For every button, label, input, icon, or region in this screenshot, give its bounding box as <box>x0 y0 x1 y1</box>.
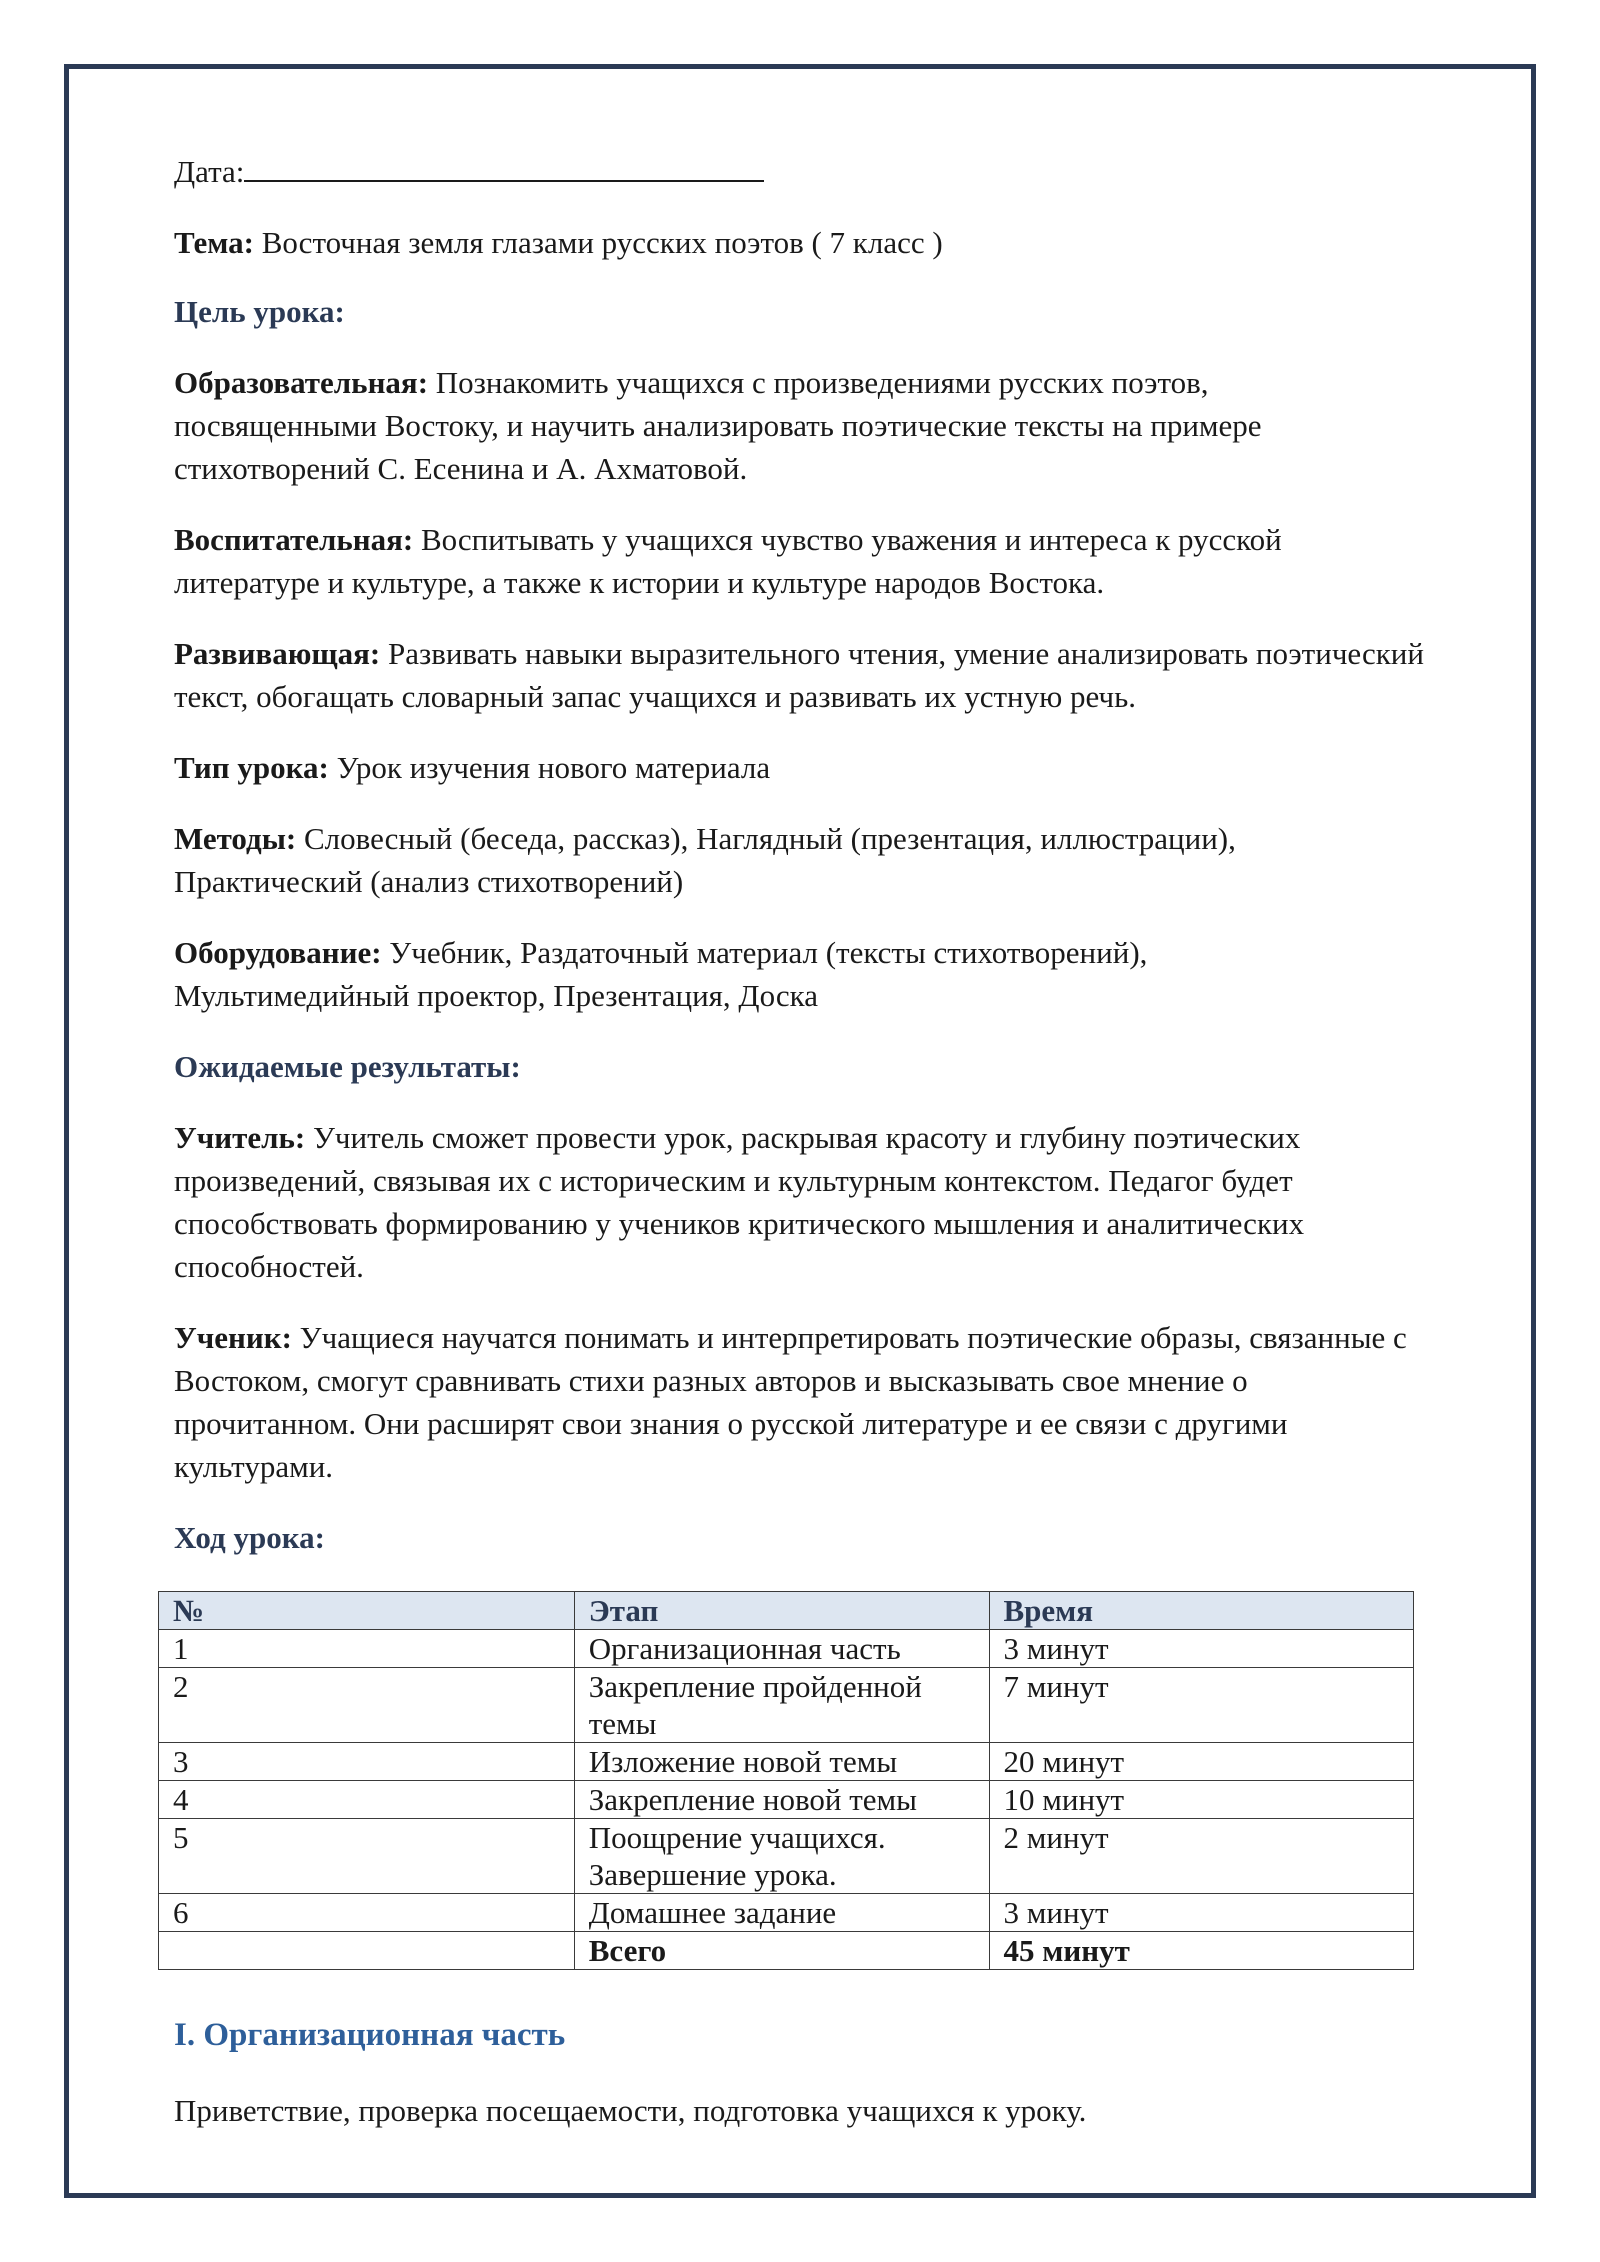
date-line <box>174 150 1414 193</box>
educational-text: Познакомить учащихся с произведениями русских поэтов, посвященными Востоку, и научить анализировать поэтические тексты на примере стихотворений С. Есенина и А. Ахматовой. <box>174 365 1262 486</box>
methods-text: Словесный (беседа, рассказ), Наглядный (презентация, иллюстрации), Практический (анализ стихотворений) <box>174 821 1236 899</box>
row-stage: Поощрение учащихся. Завершение урока. <box>574 1819 989 1894</box>
student-label: Ученик: <box>174 1320 292 1355</box>
row-time: 3 минут <box>989 1894 1414 1932</box>
table-total-row <box>159 1932 1414 1970</box>
upbringing-label: Воспитательная: <box>174 522 414 557</box>
total-number <box>159 1932 575 1970</box>
row-number: 1 <box>159 1630 575 1668</box>
table-row <box>159 1630 1414 1668</box>
developing-goal <box>174 632 1424 718</box>
row-stage: Изложение новой темы <box>574 1743 989 1781</box>
row-stage: Закрепление новой темы <box>574 1781 989 1819</box>
methods-label: Методы: <box>174 821 297 856</box>
equipment-text: Учебник, Раздаточный материал (тексты стихотворений), Мультимедийный проектор, Презентация, Доска <box>174 935 1148 1013</box>
table-row <box>159 1894 1414 1932</box>
educational-label: Образовательная: <box>174 365 429 400</box>
educational-goal <box>174 361 1324 490</box>
equipment <box>174 931 1254 1017</box>
row-number: 5 <box>159 1819 575 1894</box>
course-heading: Ход урока: <box>174 1520 325 1555</box>
row-time: 10 минут <box>989 1781 1414 1819</box>
table-row <box>159 1668 1414 1743</box>
topic-line <box>174 221 1414 264</box>
header-number: № <box>159 1592 575 1630</box>
row-number: 4 <box>159 1781 575 1819</box>
row-stage: Закрепление пройденной темы <box>574 1668 989 1743</box>
lesson-type-text: Урок изучения нового материала <box>328 750 771 785</box>
header-time: Время <box>989 1592 1414 1630</box>
methods <box>174 817 1324 903</box>
row-number: 2 <box>159 1668 575 1743</box>
upbringing-goal <box>174 518 1384 604</box>
document-body <box>173 150 1424 2160</box>
goals-heading: Цель урока: <box>174 294 345 329</box>
row-number: 3 <box>159 1743 575 1781</box>
row-time: 20 минут <box>989 1743 1414 1781</box>
teacher-label: Учитель: <box>174 1120 306 1155</box>
date-label: Дата: <box>174 154 245 189</box>
topic-text: Восточная земля глазами русских поэтов ( 7 класс ) <box>253 225 943 260</box>
upbringing-text: Воспитывать у учащихся чувство уважения и интереса к русской литературе и культуре, а также к истории и культуре народов Востока. <box>174 522 1282 600</box>
section-text: Приветствие, проверка посещаемости, подготовка учащихся к уроку. <box>174 2093 1087 2128</box>
equipment-label: Оборудование: <box>174 935 382 970</box>
total-time: 45 минут <box>989 1932 1414 1970</box>
lesson-plan-table <box>158 1591 1414 1970</box>
header-stage: Этап <box>574 1592 989 1630</box>
row-stage: Домашнее задание <box>574 1894 989 1932</box>
teacher-result <box>174 1116 1404 1288</box>
row-number: 6 <box>159 1894 575 1932</box>
topic-label: Тема: <box>174 225 254 260</box>
table-header-row <box>159 1592 1414 1630</box>
row-time: 3 минут <box>989 1630 1414 1668</box>
total-label: Всего <box>574 1932 989 1970</box>
developing-label: Развивающая: <box>174 636 381 671</box>
student-text: Учащиеся научатся понимать и интерпретировать поэтические образы, связанные с Востоком, смогут сравнивать стихи разных авторов и высказывать свое мнение о прочитанном. Они расширят свои знания о русской литературе и ее связи с другими культурами. <box>174 1320 1407 1484</box>
table-row <box>159 1781 1414 1819</box>
date-blank-field <box>244 150 764 182</box>
section-title: I. Организационная часть <box>174 2017 566 2053</box>
row-time: 7 минут <box>989 1668 1414 1743</box>
results-heading: Ожидаемые результаты: <box>174 1049 521 1084</box>
student-result <box>174 1316 1414 1488</box>
table-row <box>159 1819 1414 1894</box>
developing-text: Развивать навыки выразительного чтения, умение анализировать поэтический текст, обогащать словарный запас учащихся и развивать их устную речь. <box>174 636 1424 714</box>
row-stage: Организационная часть <box>574 1630 989 1668</box>
table-row <box>159 1743 1414 1781</box>
lesson-type <box>174 746 1414 789</box>
lesson-type-label: Тип урока: <box>174 750 329 785</box>
row-time: 2 минут <box>989 1819 1414 1894</box>
teacher-text: Учитель сможет провести урок, раскрывая красоту и глубину поэтических произведений, связывая их с историческим и культурным контекстом. Педагог будет способствовать формированию у учеников критического мышления и аналитических способностей. <box>174 1120 1305 1284</box>
